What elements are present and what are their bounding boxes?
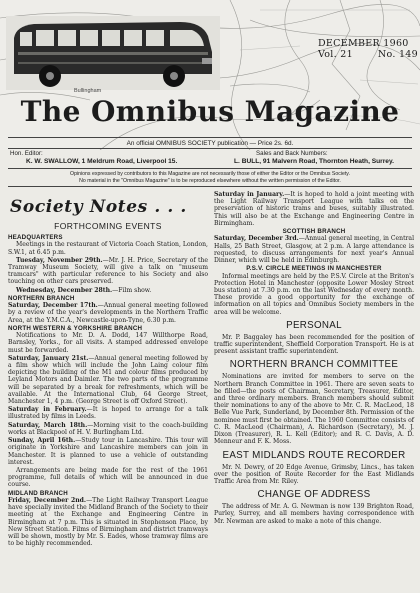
event-text: —It is hoped to hold a joint meeting with the Light Railway Transport League with talks on the preservation of historic trams and buses, suitably illustrated. This will also be at the Exchange and Engineering Centre in Birmingham. (214, 191, 414, 227)
paragraph: Arrangements are being made for the rest of the 1961 programme, full details of which will be announced in due course. (8, 466, 208, 489)
section-heading-psv-circle: P.S.V. CIRCLE MEETINGS IN MANCHESTER (246, 265, 382, 273)
paragraph (8, 355, 208, 405)
disclaimer-line: Opinions expressed by contributors to this Magazine are not necessarily those of either the Editor or the Omnibus Society. (70, 171, 350, 177)
section-heading-personal: PERSONAL (286, 319, 342, 331)
left-column (8, 193, 208, 548)
masthead (0, 0, 420, 150)
event-text: —Study tour in Lancashire. This tour will originate in Yorkshire and Lancashire members can join in Manchester. It is planned to use a vehicle of outstanding interest. (8, 437, 208, 466)
event-date: Wednesday, December 28th. (16, 286, 113, 294)
paragraph (8, 257, 208, 286)
section-heading-east-midlands: EAST MIDLANDS ROUTE RECORDER (222, 449, 406, 461)
paragraph (214, 235, 414, 264)
event-text: —Annual general meeting followed by a film show which will include the John Laing colour film depicting the building of the M1 and colour films produced by Leyland Motors and Daimler. The two parts of the programme will be separated by a break for refreshments, which will be available. At the International Club, 64 George Street, Manchester 1, 4 p.m. (George Street is off Oxford Street). (8, 354, 209, 406)
event-date: Saturday, December 3rd. (214, 235, 299, 243)
magazine-title: The Omnibus Magazine (20, 95, 400, 128)
paragraph: Notifications to Mr. D. A. Dodd, 147 Willthorpe Road, Barnsley, Yorks., for all visits. A stamped addressed envelope must be forwarded. (8, 332, 208, 354)
paragraph (8, 406, 208, 420)
paragraph: Nominations are invited for members to serve on the Northern Branch Committee in 1961. There are seven seats to be filled—the posts of Chairman, Secretary, Treasurer, Editor, and three ordinary members. Branch members should submit their nominations to any of the above to Mr. C. R. MacLeod, 18 Belle Vue Park, Sunderland, by December 8th. Permission of the nominee must first be obtained. The 1960 Committee consists of C. R. MacLeod (Chairman), A. Richardson (Secretary), M. J. Dixon (Treasurer), R. L. Kell (Editor); and R. C. Davis, A. D. Menneur and F. K. Moss. (214, 373, 414, 446)
paragraph: Mr. N. Dewry, of 20 Edge Avenue, Grimsby, Lincs., has taken over the position of Route Recorder for the East Midlands Traffic Area from Mr. Riley. (214, 463, 414, 485)
event-text: —Annual general meeting, in Central Halls, 25 Bath Street, Glasgow, at 2 p.m. A large attendance is requested, to discuss arrangements for next year's Annual Dinner, which will be held in Edinburgh. (214, 235, 415, 265)
disclaimer-line: No material in the "Omnibus Magazine" is to be reproduced elsewhere without the written permission of the Editor. (79, 177, 341, 184)
sales-value: L. BULL, 91 Malvern Road, Thornton Heath, Surrey. (234, 158, 394, 165)
hon-editor-value: K. W. SWALLOW, 1 Meldrum Road, Liverpool 15. (26, 158, 178, 165)
divider (8, 186, 412, 187)
bus-illustration (6, 16, 220, 90)
section-heading-change-of-address: CHANGE OF ADDRESS (257, 489, 371, 501)
issue-info (318, 38, 418, 60)
paragraph (8, 497, 208, 547)
event-text: —The Light Railway Transport League have specially invited the Midland Branch of the Society to their meeting at the Exchange and Engineering Centre in Birmingham at 7 p.m. This is situated in Stephenson Place, by New Street Station. Films of Birmingham and district tramways will be shown, mostly by Mr. S. Eades, whose tramway films are to be highly recommended. (8, 496, 208, 548)
right-column (214, 191, 414, 526)
event-date: Saturday, March 18th. (8, 421, 88, 429)
issue-number: No. 149 (377, 49, 418, 60)
event-date: Saturday in January. (214, 191, 285, 198)
society-notes-heading: Society Notes . . . (10, 197, 187, 217)
hon-editor-label: Hon. Editor: (10, 150, 43, 157)
paragraph: Informal meetings are held by the P.S.V. Circle at the Briton's Protection Hotel in Manchester (opposite Lower Mosley Street bus station) at 7.30 p.m. on the last Wednesday of every month. These provide a good opportunity for the exchange of information on all topics and Omnibus Society members in the area will be welcome. (214, 272, 414, 316)
paragraph (8, 287, 208, 294)
disclaimer (10, 171, 410, 185)
issue-volume: Vol. 21 (318, 49, 353, 60)
section-heading-midland-branch: MIDLAND BRANCH (8, 489, 68, 497)
section-heading-scottish-branch: SCOTTISH BRANCH (282, 228, 346, 236)
issue-month: DECEMBER 1960 (318, 38, 409, 49)
paragraph: Mr. P. Baggaley has been recommended for the position of traffic superintendent, Sheffield Corporation Transport. He is at present assistant traffic superintendent. (214, 333, 414, 356)
forthcoming-events-heading: FORTHCOMING EVENTS (54, 221, 162, 231)
event-date: Saturday, January 21st. (8, 354, 89, 362)
paragraph (8, 437, 208, 466)
paragraph: The address of Mr. A. G. Newman is now 139 Brighton Road, Purley, Surrey, and all members having correspondence with Mr. Newman are asked to make a note of this change. (214, 503, 414, 525)
event-text: —Morning visit to the coach-building works at Blackpool of H. V. Burlingham Ltd. (8, 421, 208, 436)
event-date: Sunday, April 16th. (8, 437, 76, 445)
map-place-label: Bullingham (74, 88, 102, 94)
event-text: —Annual general meeting followed by a review of the year's developments in the Northern Traffic Area, at the Y.M.C.A., Newcastle-upon-Tyne, 6.30 p.m. (8, 302, 209, 324)
sales-label: Sales and Back Numbers: (256, 150, 328, 157)
event-date: Friday, December 2nd. (8, 496, 87, 504)
section-heading-headquarters: HEADQUARTERS (8, 234, 63, 241)
section-heading-northern-branch: NORTHERN BRANCH (8, 294, 75, 302)
paragraph (8, 302, 208, 324)
paragraph (214, 191, 414, 227)
event-date: Tuesday, November 29th. (16, 256, 103, 264)
event-date: Saturday in February. (8, 406, 87, 414)
paragraph: Meetings in the restaurant of Victoria Coach Station, London, S.W.1, at 6.45 p.m. (8, 241, 208, 256)
divider (8, 168, 412, 169)
publication-line: An official OMNIBUS SOCIETY publication — Price 2s. 6d. (126, 140, 294, 147)
divider (8, 148, 412, 149)
event-date: Saturday, December 17th. (8, 302, 98, 310)
divider (8, 137, 412, 138)
section-heading-north-western: NORTH WESTERN & YORKSHIRE BRANCH (8, 324, 143, 332)
event-text: —Mr. J. H. Price, Secretary of the Tramway Museum Society, will give a talk on "museum tramcars" with particular reference to his Society and also touching on other cars preserved. (8, 256, 208, 286)
section-heading-northern-branch-committee: NORTHERN BRANCH COMMITTEE (229, 359, 399, 371)
event-text: —It is hoped to arrange for a talk illustrated by films in Leeds. (8, 406, 209, 421)
event-text: —Film show. (112, 286, 152, 294)
paragraph (8, 422, 208, 436)
